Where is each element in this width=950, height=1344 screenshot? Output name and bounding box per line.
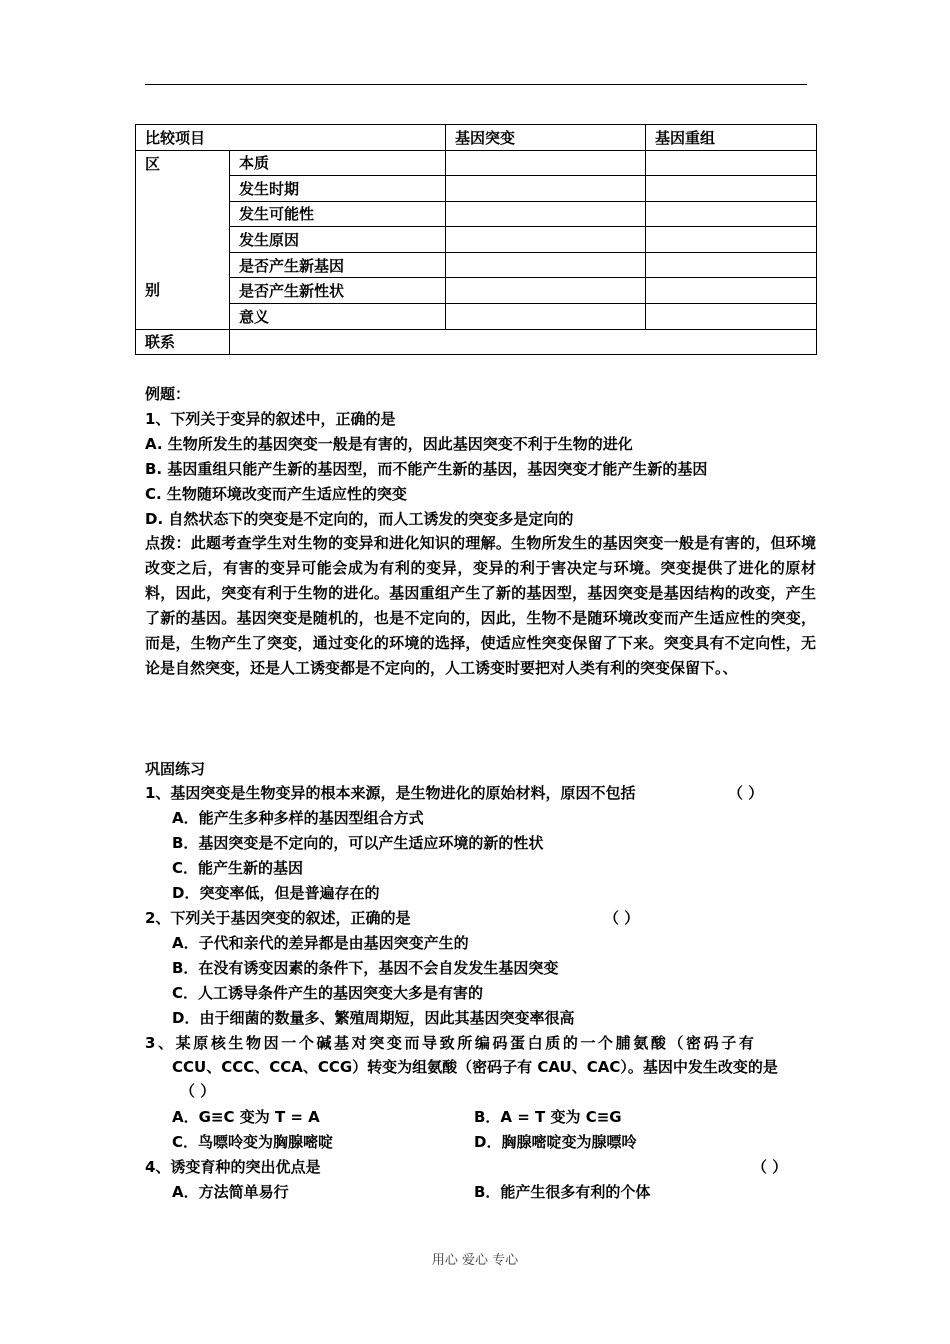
q3-bracket: （ ）	[180, 1082, 216, 1100]
empty-cell	[446, 252, 646, 278]
empty-cell	[446, 278, 646, 304]
header-gene-mutation: 基因突变	[446, 125, 646, 151]
q3-stem-line2: CCU、CCC、CCA、CCG）转变为组氨酸（密码子有 CAU、CAC）。基因中发生改变的是	[172, 1058, 778, 1076]
q2-bracket: （ ）	[604, 909, 640, 927]
example-option-d: D. 自然状态下的突变是不定向的，而人工诱发的突变多是定向的	[145, 510, 574, 528]
example-question: 1、下列关于变异的叙述中，正确的是	[145, 410, 396, 428]
example-option-a: A. 生物所发生的基因突变一般是有害的，因此基因突变不利于生物的进化	[145, 435, 633, 453]
row-label: 发生时期	[230, 176, 446, 202]
q4-option-b: B．能产生很多有利的个体	[474, 1183, 651, 1201]
top-rule	[145, 84, 807, 85]
empty-cell	[646, 278, 817, 304]
empty-cell	[446, 176, 646, 202]
header-gene-recombination: 基因重组	[646, 125, 817, 151]
empty-cell	[646, 252, 817, 278]
q1-option-a: A．能产生多种多样的基因型组合方式	[172, 809, 424, 827]
empty-cell	[646, 227, 817, 253]
example-option-c: C. 生物随环境改变而产生适应性的突变	[145, 485, 407, 503]
q1-option-b: B．基因突变是不定向的，可以产生适应环境的新的性状	[172, 834, 544, 852]
row-label: 是否产生新基因	[230, 252, 446, 278]
table-row	[136, 278, 817, 304]
q3-option-d: D．胸腺嘧啶变为腺嘌呤	[474, 1133, 637, 1151]
example-analysis: 点拨：此题考查学生对生物的变异和进化知识的理解。生物所发生的基因突变一般是有害的，但环境改变之后，有害的变异可能会成为有利的变异，变异的利于害决定与环境。突变提供了进化的原材料，因此，突变有利于生物的进化。基因重组产生了新的基因型，基因突变是基因结构的改变，产生了新的基因。基因突变是随机的，也是不定向的，因此，生物不是随环境改变而产生适应性的突变，而是，生物产生了突变，通过变化的环境的选择，使适应性突变保留了下来。突变具有不定向性，无论是自然突变，还是人工诱变都是不定向的，人工诱变时要把对人类有利的突变保留下。、	[145, 534, 816, 677]
q1-stem: 1、基因突变是生物变异的根本来源，是生物进化的原始材料，原因不包括	[145, 784, 636, 802]
comparison-table	[135, 124, 817, 355]
q2-stem: 2、下列关于基因突变的叙述，正确的是	[145, 909, 411, 927]
row-label: 本质	[230, 150, 446, 176]
page-footer: 用心 爱心 专心	[431, 1253, 519, 1268]
row-label: 意义	[230, 303, 446, 329]
empty-cell	[646, 176, 817, 202]
empty-cell	[446, 150, 646, 176]
q2-option-d: D．由于细菌的数量多、繁殖周期短，因此其基因突变率很高	[172, 1009, 575, 1027]
table-row-link	[136, 329, 817, 355]
table-row	[136, 201, 817, 227]
empty-cell	[446, 227, 646, 253]
q1-option-c: C．能产生新的基因	[172, 859, 304, 877]
table-row	[136, 150, 817, 176]
table-header-row	[136, 125, 817, 151]
empty-cell	[230, 329, 817, 355]
table-row	[136, 252, 817, 278]
q3-option-b: B．A = T 变为 C≡G	[474, 1108, 622, 1126]
q4-option-a: A．方法简单易行	[172, 1183, 289, 1201]
link-label: 联系	[136, 329, 230, 355]
row-label: 发生原因	[230, 227, 446, 253]
row-label: 是否产生新性状	[230, 278, 446, 304]
example-title: 例题：	[145, 385, 191, 403]
empty-cell	[446, 303, 646, 329]
q3-stem-line1: 3、某原核生物因一个碱基对突变而导致所编码蛋白质的一个脯氨酸（密码子有	[145, 1034, 757, 1052]
q1-bracket: （ ）	[728, 784, 764, 802]
group-label-top: 区	[145, 154, 161, 173]
empty-cell	[646, 201, 817, 227]
q4-stem: 4、诱变育种的突出优点是	[145, 1158, 321, 1176]
group-label-bottom: 别	[145, 280, 161, 299]
q2-option-a: A．子代和亲代的差异都是由基因突变产生的	[172, 934, 469, 952]
row-label: 发生可能性	[230, 201, 446, 227]
header-compare-item: 比较项目	[136, 125, 446, 151]
table-row	[136, 303, 817, 329]
practice-title: 巩固练习	[145, 760, 206, 778]
q1-option-d: D．突变率低，但是普遍存在的	[172, 884, 380, 902]
empty-cell	[446, 201, 646, 227]
empty-cell	[646, 303, 817, 329]
table-row	[136, 176, 817, 202]
q3-option-a: A．G≡C 变为 T = A	[172, 1108, 320, 1126]
table-row	[136, 227, 817, 253]
example-option-b: B. 基因重组只能产生新的基因型，而不能产生新的基因，基因突变才能产生新的基因	[145, 460, 708, 478]
q3-option-c: C．鸟嘌呤变为胸腺嘧啶	[172, 1133, 334, 1151]
group-cell	[136, 150, 230, 329]
q4-bracket: （ ）	[752, 1158, 788, 1176]
q2-option-b: B．在没有诱变因素的条件下，基因不会自发发生基因突变	[172, 959, 559, 977]
q2-option-c: C．人工诱导条件产生的基因突变大多是有害的	[172, 984, 484, 1002]
empty-cell	[646, 150, 817, 176]
